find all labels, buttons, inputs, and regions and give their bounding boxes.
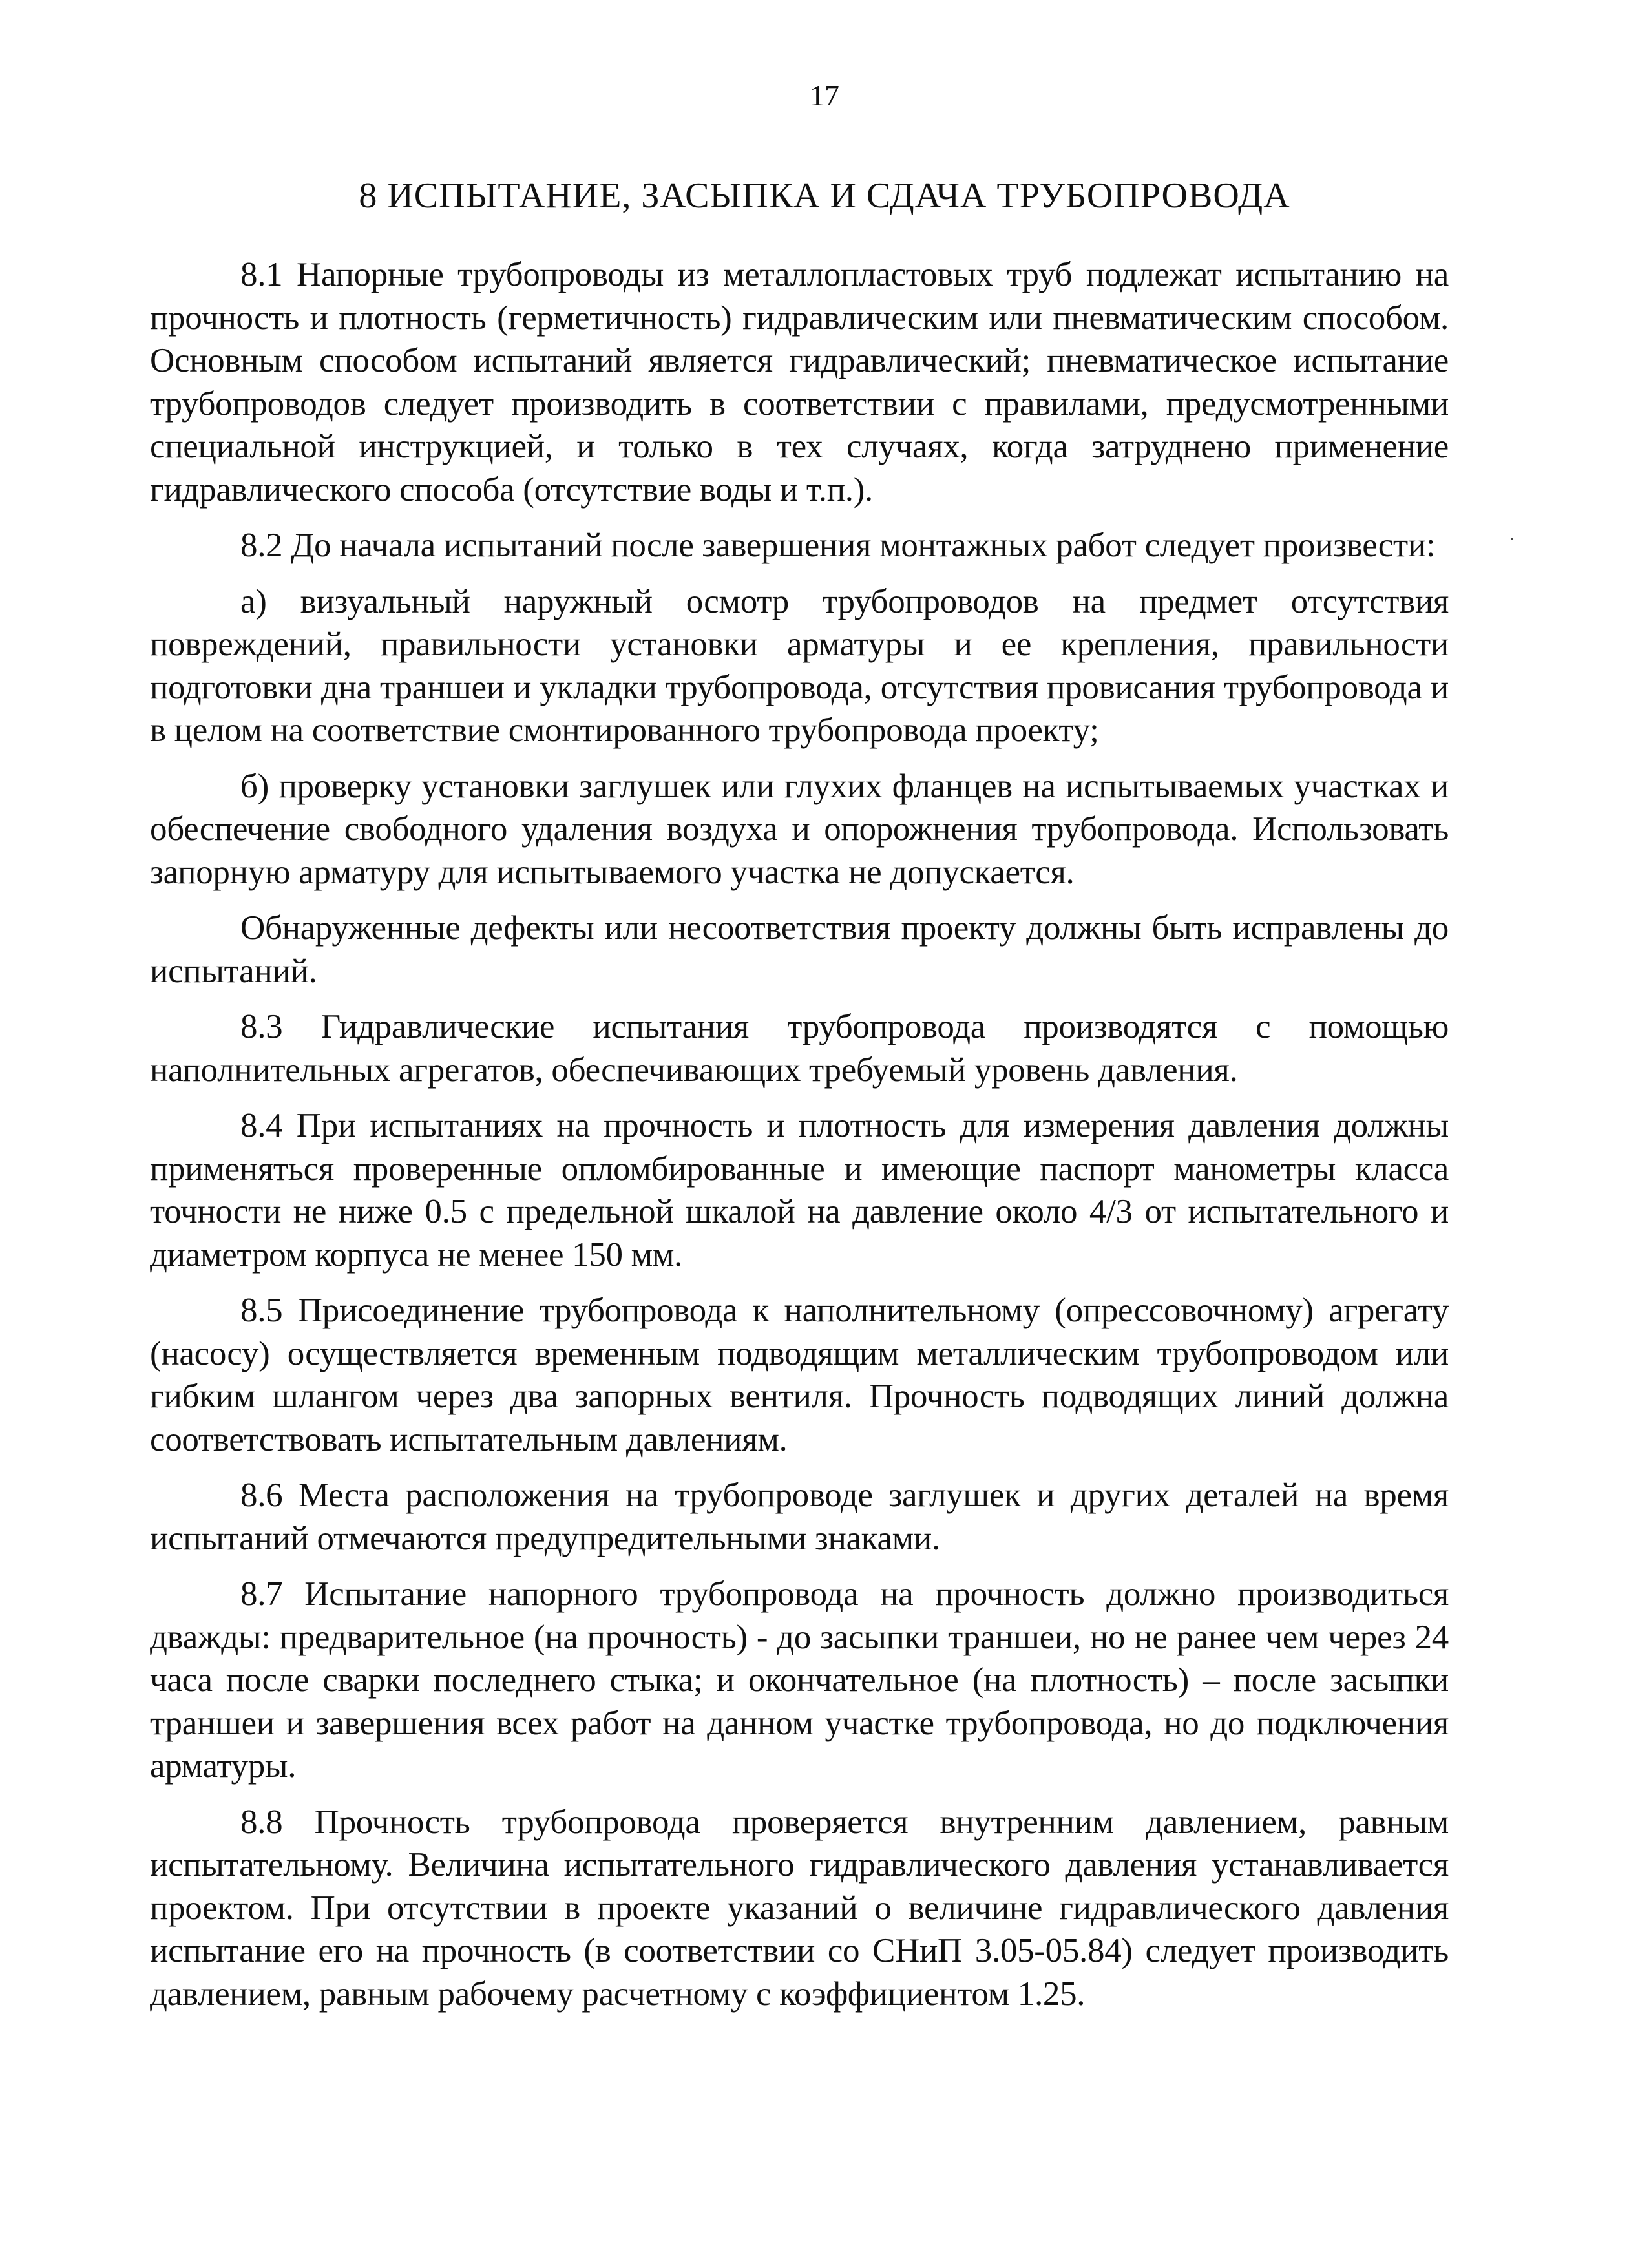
- paragraph-8-6: 8.6 Места расположения на трубопроводе заглушек и других деталей на время испытаний отмечаются предупредительными знаками.: [150, 1476, 1449, 1557]
- paragraph-8-2-b: б) проверку установки заглушек или глухих фланцев на испытываемых участках и обеспечение свободного удаления воздуха и опорожнения трубопровода. Использовать запорную арматуру для испытываемого участка не допускается.: [150, 767, 1449, 891]
- body-text: [150, 253, 1449, 2028]
- paragraph-defects: Обнаруженные дефекты или несоответствия проекту должны быть исправлены до испытаний.: [150, 909, 1449, 990]
- mark: [1511, 538, 1513, 540]
- paragraph-8-7: 8.7 Испытание напорного трубопровода на прочность должно производиться дважды: предварительное (на прочность) - до засыпки траншеи, но не ранее чем через 24 часа после сварки последнего стыка; и окончательное (на плотность) – после засыпки траншеи и завершения всех работ на данном участке трубопровода, но до подключения арматуры.: [150, 1575, 1449, 1785]
- page-number: 17: [810, 79, 839, 112]
- paragraph-8-2: 8.2 До начала испытаний после завершения монтажных работ следует произвести:: [240, 527, 1436, 564]
- paragraph-8-3: 8.3 Гидравлические испытания трубопровода производятся с помощью наполнительных агрегатов, обеспечивающих требуемый уровень давления.: [150, 1008, 1449, 1089]
- paragraph-8-4: 8.4 При испытаниях на прочность и плотность для измерения давления должны применяться проверенные опломбированные и имеющие паспорт манометры класса точности не ниже 0.5 с предельной шкалой на давление около 4/3 от испытательного и диаметром корпуса не менее 150 мм.: [150, 1107, 1449, 1274]
- section-title: 8 ИСПЫТАНИЕ, ЗАСЫПКА И СДАЧА ТРУБОПРОВОДА: [359, 176, 1290, 216]
- paragraph-8-8: 8.8 Прочность трубопровода проверяется внутренним давлением, равным испытательному. Величина испытательного гидравлического давления устанавливается проектом. При отсутствии в проекте указаний о величине гидравлического давления испытание его на прочность (в соответствии со СНиП 3.05-05.84) следует производить давлением, равным рабочему расчетному с коэффициентом 1.25.: [150, 1803, 1449, 2013]
- paragraph-8-2-a: а) визуальный наружный осмотр трубопроводов на предмет отсутствия повреждений, правильности установки арматуры и ее крепления, правильности подготовки дна траншеи и укладки трубопровода, отсутствия провисания трубопровода и в целом на соответствие смонтированного трубопровода проекту;: [150, 582, 1449, 749]
- paragraph-8-5: 8.5 Присоединение трубопровода к наполнительному (опрессовочному) агрегату (насосу) осуществляется временным подводящим металлическим трубопроводом или гибким шлангом через два запорных вентиля. Прочность подводящих линий должна соответствовать испытательным давлениям.: [150, 1292, 1449, 1458]
- paragraph-8-1: 8.1 Напорные трубопроводы из металлопластовых труб подлежат испытанию на прочность и плотность (герметичность) гидравлическим или пневматическим способом. Основным способом испытаний является гидравлический; пневматическое испытание трубопроводов следует производить в соответствии с правилами, предусмотренными специальной инструкцией, и только в тех случаях, когда затруднено применение гидравлического способа (отсутствие воды и т.п.).: [150, 256, 1449, 509]
